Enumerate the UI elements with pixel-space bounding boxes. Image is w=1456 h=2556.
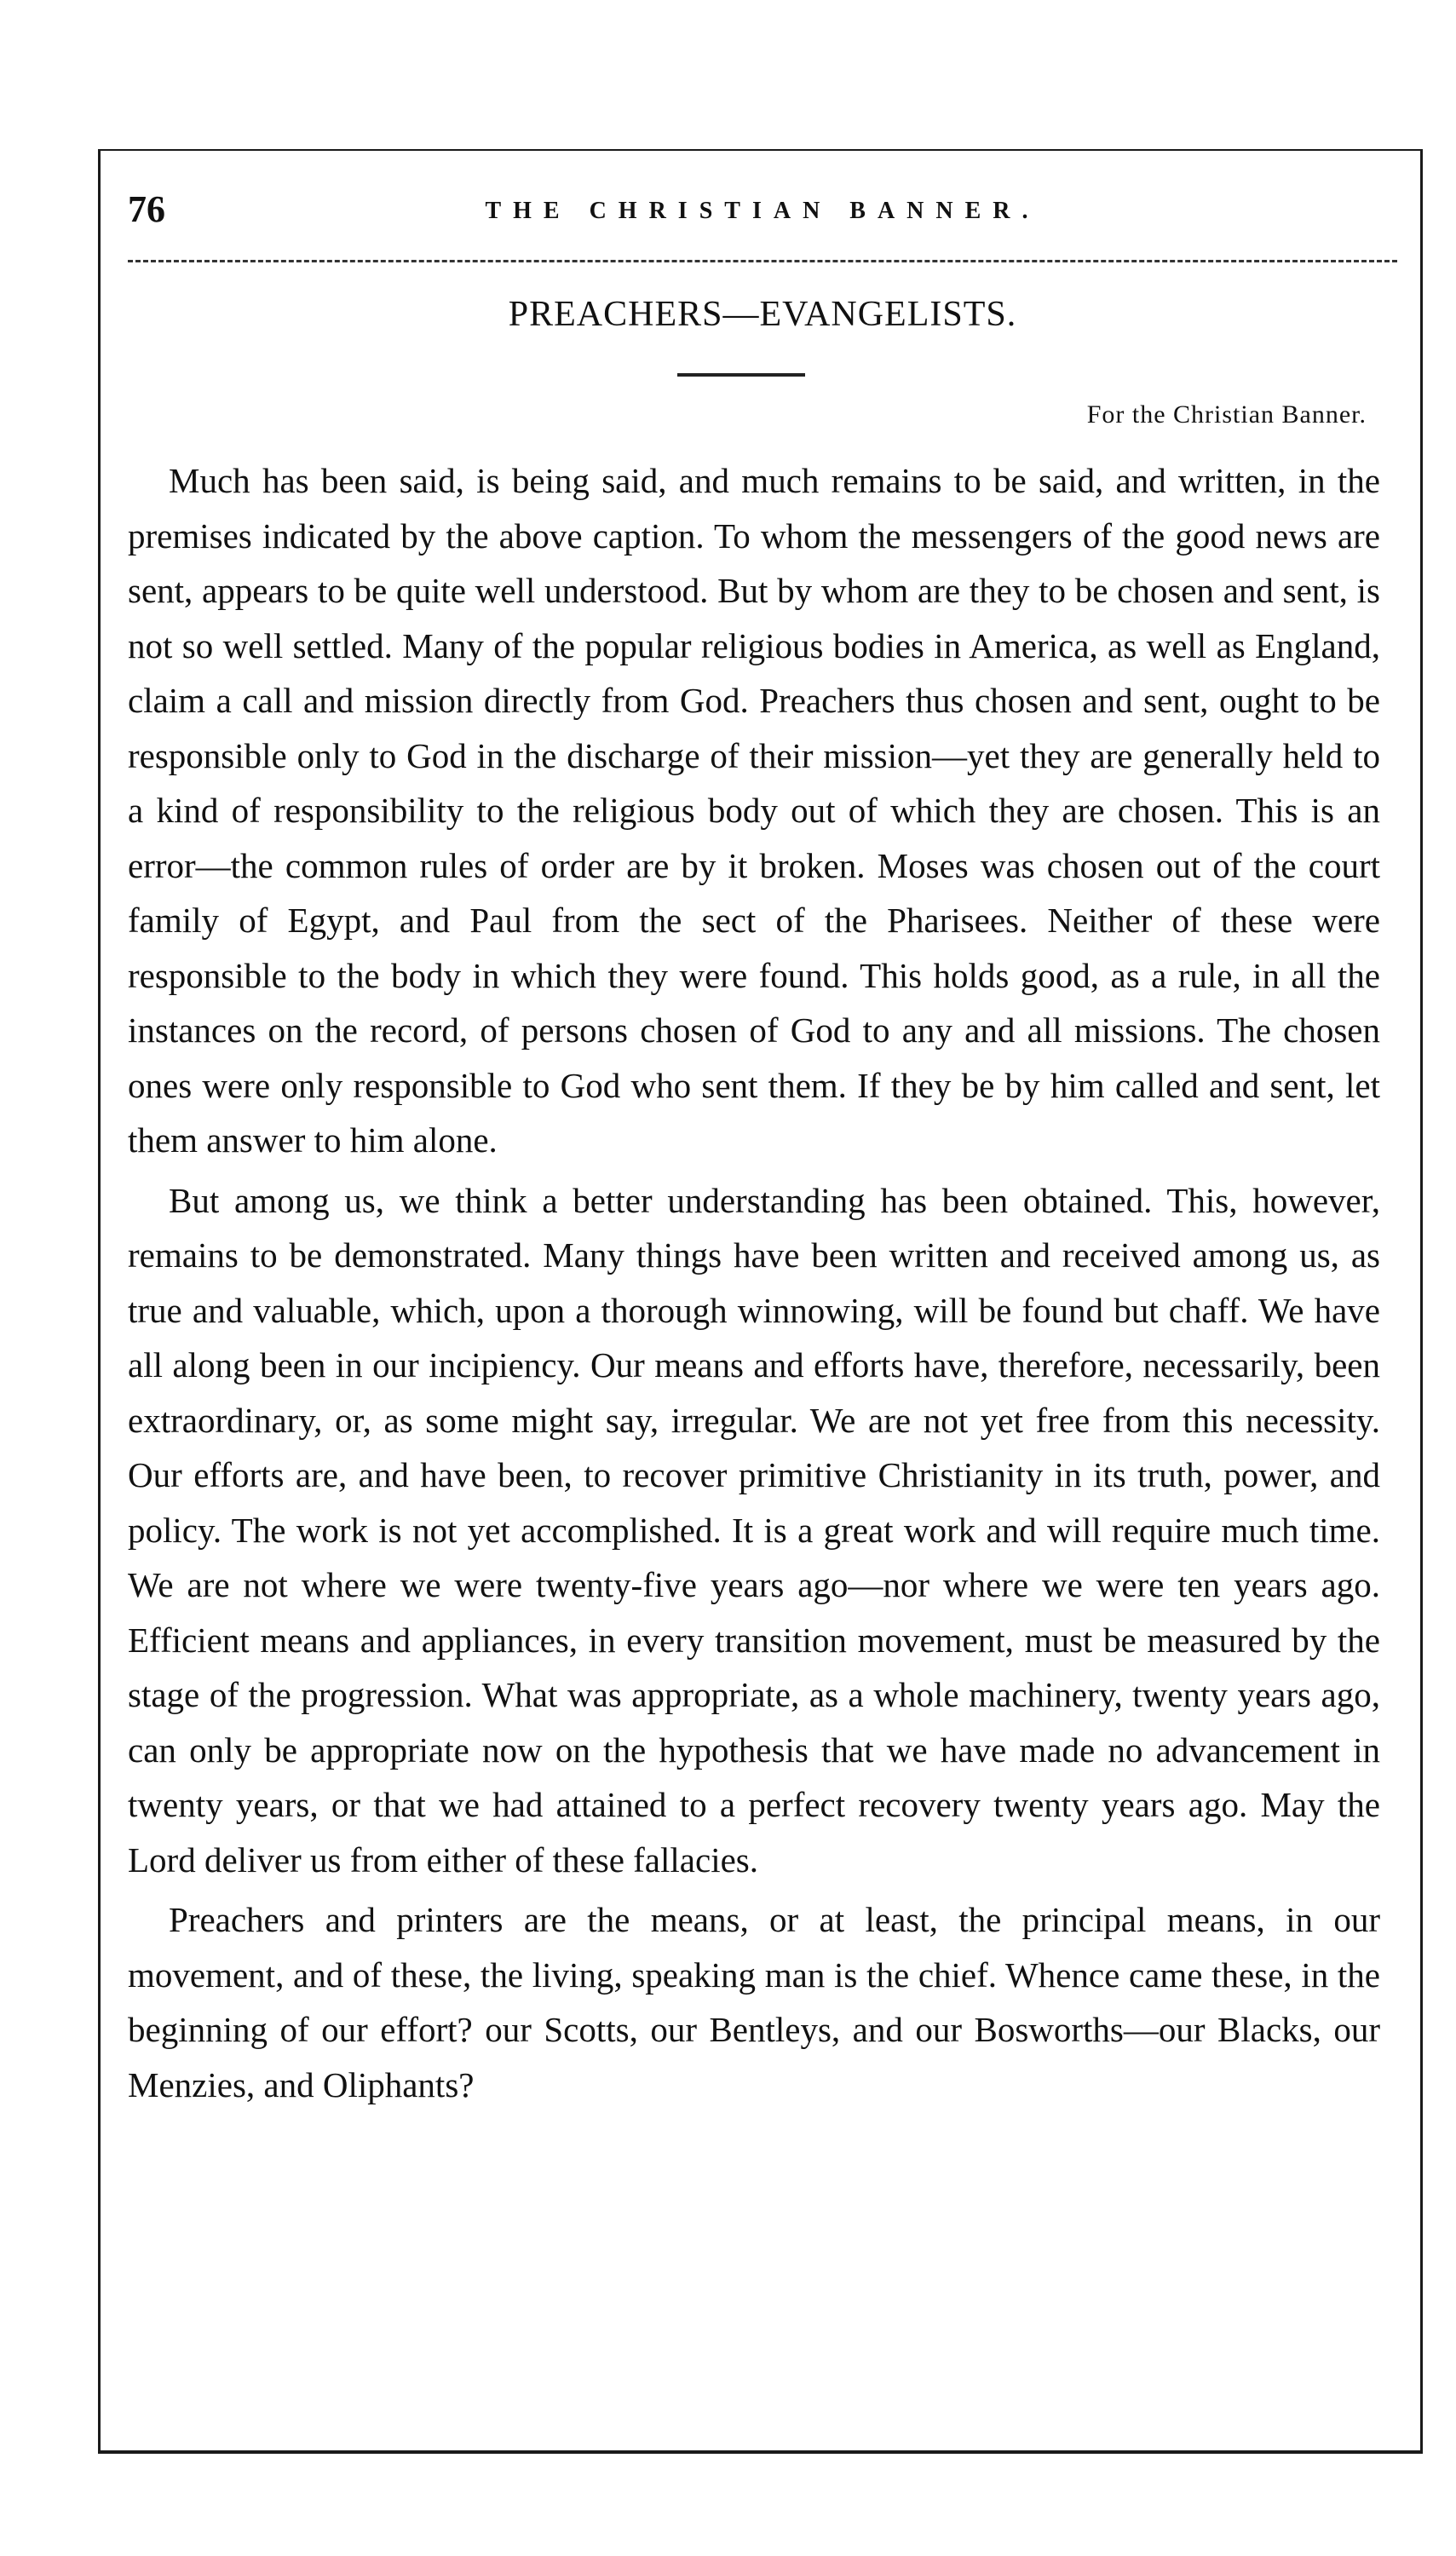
title-rule — [677, 373, 805, 377]
journal-title: THE CHRISTIAN BANNER. — [485, 198, 1040, 224]
article-body — [128, 453, 1380, 2117]
byline: For the Christian Banner. — [1086, 400, 1367, 429]
article-title: PREACHERS—EVANGELISTS. — [508, 295, 1017, 334]
running-head — [128, 187, 1397, 239]
paragraph-2: But among us, we think a better understanding has been obtained. This, however, remains to be demonstrated. Many things have been written and received among us, as true and valuable, which, upon a thorough winnowing, will be found but chaff. We have all along been in our incipiency. Our means and efforts have, therefore, necessarily, been extraordinary, or, as some might say, irregular. We are not yet free from this necessity. Our efforts are, and have been, to recover primitive Christianity in its truth, power, and policy. The work is not yet accomplished. It is a great work and will require much time. We are not where we were twenty-five years ago—nor where we were ten years ago. Efficient means and appliances, in every transition movement, must be measured by the stage of the progression. What was appropriate, as a whole machinery, twenty years ago, can only be appropriate now on the hypothesis that we have made no advancement in twenty years, or that we had attained to a perfect recovery twenty years ago. May the Lord deliver us from either of these fallacies. — [128, 1180, 1380, 1880]
paragraph-1: Much has been said, is being said, and much remains to be said, and written, in the premises indicated by the above caption. To whom the messengers of the good news are sent, appears to be quite well understood. But by whom are they to be chosen and sent, is not so well settled. Many of the popular religious bodies in America, as well as England, claim a call and mission directly from God. Preachers thus chosen and sent, ought to be responsible only to God in the discharge of their mission—yet they are generally held to a kind of responsibility to the religious body out of which they are chosen. This is an error—the common rules of order are by it broken. Moses was chosen out of the court family of Egypt, and Paul from the sect of the Pharisees. Neither of these were responsible to the body in which they were found. This holds good, as a rule, in all the instances on the record, of persons chosen of God to any and all missions. The chosen ones were only responsible to God who sent them. If they be by him called and sent, let them answer to him alone. — [128, 461, 1380, 1160]
header-divider — [128, 260, 1397, 262]
page-number: 76 — [128, 188, 165, 230]
paragraph-3: Preachers and printers are the means, or at least, the principal means, in our movement, and of these, the living, speaking man is the chief. Whence came these, in the beginning of our effort? our Scotts, our Bentleys, and our Bosworths—our Blacks, our Menzies, and Oliphants? — [128, 1900, 1380, 2104]
